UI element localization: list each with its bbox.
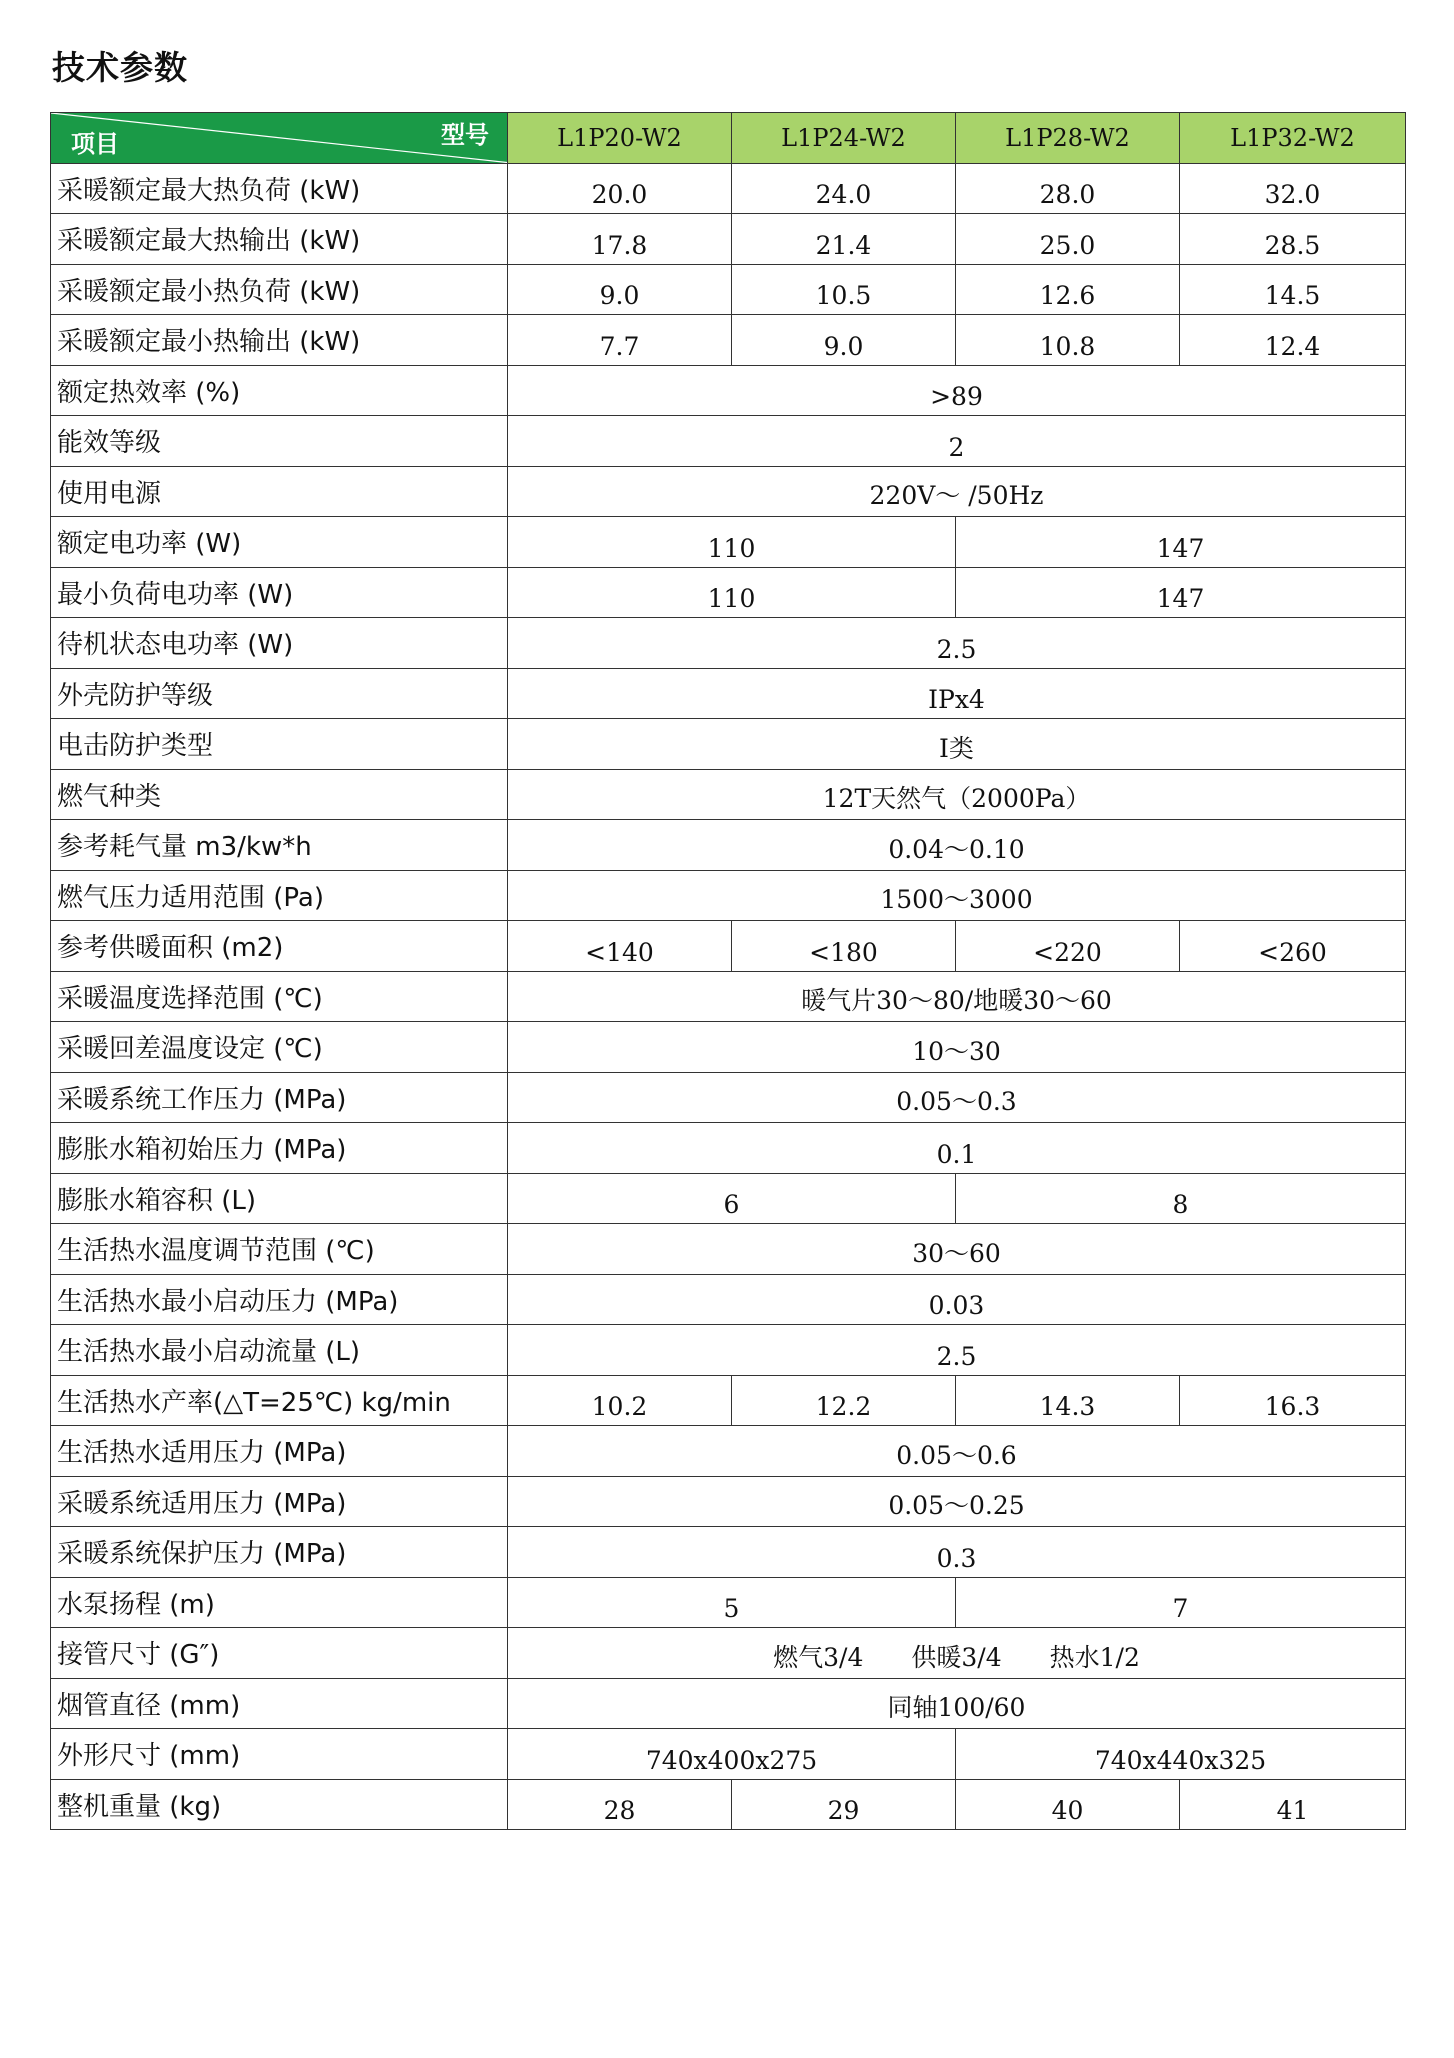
value-cell: <140 [508,921,732,972]
value-cell: 0.03 [508,1274,1406,1325]
row-label: 生活热水最小启动压力 (MPa) [51,1274,508,1325]
row-label: 水泵扬程 (m) [51,1577,508,1628]
value-cell: 8 [956,1173,1406,1224]
value-cell: I类 [508,719,1406,770]
value-cell: 9.0 [732,315,956,366]
spec-row [51,315,1406,366]
connection-size-value: 供暖3/4 [911,1642,1002,1672]
value-cell: 2.5 [508,1325,1406,1376]
spec-row [51,1173,1406,1224]
spec-row [51,365,1406,416]
row-label: 接管尺寸 (G″) [51,1628,508,1679]
value-cell: 740x400x275 [508,1729,956,1780]
row-label: 采暖系统适用压力 (MPa) [51,1476,508,1527]
row-label: 膨胀水箱初始压力 (MPa) [51,1123,508,1174]
value-cell: 28.5 [1180,214,1406,265]
row-label: 额定电功率 (W) [51,517,508,568]
spec-row [51,1426,1406,1477]
row-label: 电击防护类型 [51,719,508,770]
row-label: 能效等级 [51,416,508,467]
spec-row [51,1123,1406,1174]
value-cell: 同轴100/60 [508,1678,1406,1729]
row-label: 待机状态电功率 (W) [51,618,508,669]
value-cell: 0.3 [508,1527,1406,1578]
spec-row [51,1274,1406,1325]
spec-row [51,1224,1406,1275]
spec-row [51,719,1406,770]
value-cell: 28.0 [956,163,1180,214]
header-row [51,113,1406,164]
spec-row [51,1628,1406,1679]
model-header-cell: L1P24-W2 [732,113,956,164]
row-label: 参考供暖面积 (m2) [51,921,508,972]
row-label: 生活热水适用压力 (MPa) [51,1426,508,1477]
value-cell: <260 [1180,921,1406,972]
row-label: 参考耗气量 m3/kw*h [51,820,508,871]
row-label: 燃气压力适用范围 (Pa) [51,870,508,921]
value-cell: 30～60 [508,1224,1406,1275]
value-cell: 41 [1180,1779,1406,1830]
page-title: 技术参数 [52,48,188,87]
spec-row [51,668,1406,719]
value-cell: 220V～ /50Hz [508,466,1406,517]
row-label: 采暖系统工作压力 (MPa) [51,1072,508,1123]
value-cell: 28 [508,1779,732,1830]
spec-row [51,416,1406,467]
value-cell: 10.8 [956,315,1180,366]
value-cell: 24.0 [732,163,956,214]
spec-row [51,1729,1406,1780]
row-label: 燃气种类 [51,769,508,820]
spec-row [51,214,1406,265]
row-label: 膨胀水箱容积 (L) [51,1173,508,1224]
spec-row [51,769,1406,820]
value-cell: 暖气片30～80/地暖30～60 [508,971,1406,1022]
model-header-label: 型号 [441,121,489,149]
value-cell: 7 [956,1577,1406,1628]
value-cell: 6 [508,1173,956,1224]
value-cell [508,1628,1406,1679]
value-cell: 20.0 [508,163,732,214]
spec-row [51,1678,1406,1729]
spec-row [51,567,1406,618]
value-cell: 21.4 [732,214,956,265]
value-cell: >89 [508,365,1406,416]
value-cell: 9.0 [508,264,732,315]
row-label: 采暖额定最大热输出 (kW) [51,214,508,265]
row-label: 生活热水最小启动流量 (L) [51,1325,508,1376]
spec-row [51,1072,1406,1123]
value-cell: 17.8 [508,214,732,265]
value-cell: 0.05～0.3 [508,1072,1406,1123]
spec-row [51,1325,1406,1376]
row-label: 外形尺寸 (mm) [51,1729,508,1780]
value-cell: 0.04～0.10 [508,820,1406,871]
row-label: 最小负荷电功率 (W) [51,567,508,618]
value-cell: 1500～3000 [508,870,1406,921]
value-cell: 2.5 [508,618,1406,669]
value-cell: 12T天然气（2000Pa） [508,769,1406,820]
value-cell: 110 [508,567,956,618]
value-cell: 29 [732,1779,956,1830]
row-label: 整机重量 (kg) [51,1779,508,1830]
value-cell: 5 [508,1577,956,1628]
value-cell: 740x440x325 [956,1729,1406,1780]
row-label: 生活热水温度调节范围 (℃) [51,1224,508,1275]
row-label: 生活热水产率(△T=25℃) kg/min [51,1375,508,1426]
spec-row [51,820,1406,871]
value-cell: 16.3 [1180,1375,1406,1426]
item-header-label: 项目 [71,129,119,158]
value-cell: 0.05～0.25 [508,1476,1406,1527]
value-cell: 147 [956,517,1406,568]
spec-row [51,1527,1406,1578]
spec-table [50,112,1406,1830]
model-header-cell: L1P20-W2 [508,113,732,164]
value-cell: 0.1 [508,1123,1406,1174]
value-cell: 147 [956,567,1406,618]
row-label: 采暖系统保护压力 (MPa) [51,1527,508,1578]
spec-row [51,1577,1406,1628]
spec-row [51,517,1406,568]
spec-row [51,466,1406,517]
value-cell: 0.05～0.6 [508,1426,1406,1477]
spec-row [51,870,1406,921]
diagonal-line [51,113,507,163]
value-cell: IPx4 [508,668,1406,719]
spec-row [51,1779,1406,1830]
value-cell: <180 [732,921,956,972]
value-cell: 40 [956,1779,1180,1830]
spec-row [51,1375,1406,1426]
connection-size-value: 热水1/2 [1049,1642,1140,1672]
value-cell: <220 [956,921,1180,972]
row-label: 采暖温度选择范围 (℃) [51,971,508,1022]
value-cell: 32.0 [1180,163,1406,214]
value-cell: 12.6 [956,264,1180,315]
value-cell: 2 [508,416,1406,467]
value-cell: 14.5 [1180,264,1406,315]
row-label: 使用电源 [51,466,508,517]
header-corner-cell [51,113,508,164]
spec-row [51,971,1406,1022]
row-label: 采暖额定最大热负荷 (kW) [51,163,508,214]
connection-size-value: 燃气3/4 [773,1642,864,1672]
row-label: 外壳防护等级 [51,668,508,719]
row-label: 采暖回差温度设定 (℃) [51,1022,508,1073]
spec-row [51,618,1406,669]
value-cell: 10.2 [508,1375,732,1426]
value-cell: 10.5 [732,264,956,315]
row-label: 采暖额定最小热输出 (kW) [51,315,508,366]
spec-row [51,1476,1406,1527]
spec-row [51,264,1406,315]
model-header-cell: L1P28-W2 [956,113,1180,164]
value-cell: 12.4 [1180,315,1406,366]
value-cell: 10～30 [508,1022,1406,1073]
spec-row [51,921,1406,972]
value-cell: 25.0 [956,214,1180,265]
value-cell: 110 [508,517,956,568]
row-label: 额定热效率 (%) [51,365,508,416]
spec-row [51,1022,1406,1073]
spec-row [51,163,1406,214]
row-label: 采暖额定最小热负荷 (kW) [51,264,508,315]
value-cell: 7.7 [508,315,732,366]
value-cell: 12.2 [732,1375,956,1426]
row-label: 烟管直径 (mm) [51,1678,508,1729]
value-cell: 14.3 [956,1375,1180,1426]
model-header-cell: L1P32-W2 [1180,113,1406,164]
